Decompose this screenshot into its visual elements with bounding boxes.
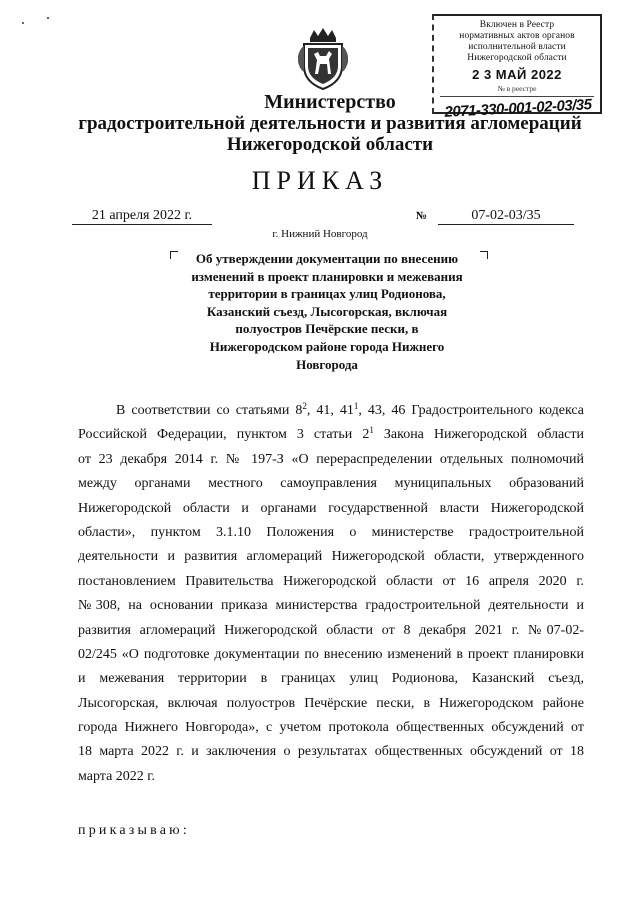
ministry-name — [40, 92, 620, 155]
ministry-line: Нижегородской области — [226, 134, 434, 155]
body-line: Нижегородской области и органами государственной власти Нижегородской — [78, 500, 584, 516]
stamp-line: нормативных актов органов — [459, 31, 575, 41]
subject-line: полуостров Печёрские пески, в — [235, 321, 419, 337]
stamp-line: Включен в Реестр — [479, 20, 555, 30]
body-text: Закона Нижегородской области — [373, 427, 585, 443]
document-body — [78, 399, 584, 789]
body-line: №308, на основании приказа министерства градостроительной деятельности и — [78, 598, 584, 614]
body-line — [78, 423, 584, 447]
subject-line: Об утверждении документации по внесению — [195, 251, 459, 266]
body-line: между органами местного самоуправления муниципальных образований — [78, 476, 584, 492]
closing-phrase: приказываю: — [78, 823, 190, 838]
body-text: , 41, 41 — [306, 403, 354, 418]
document-city: г. Нижний Новгород — [272, 228, 368, 240]
stamp-date: 2 3 МАЙ 2022 — [472, 67, 562, 82]
superscript: 1 — [353, 401, 359, 411]
body-line: и межевания территории в границах улиц Родионова, Казанский съезд, — [78, 671, 584, 687]
document-number-label: № — [416, 210, 428, 222]
scan-speck — [47, 17, 49, 19]
body-line: области», пунктом 3.1.10 Положения о министерстве градостроительной — [78, 524, 584, 540]
document-number: 07-02-03/35 — [438, 207, 574, 225]
subject-line: Нижегородском районе города Нижнего — [209, 338, 445, 354]
body-line: от 23 декабря 2014 г. № 197-З «О перераспределении отдельных полномочий — [78, 451, 584, 467]
ministry-line: Министерство — [264, 91, 396, 113]
subject-line: изменений в проект планировки и межевания — [191, 268, 463, 284]
body-line — [78, 399, 584, 423]
stamp-line: Нижегородской области — [467, 53, 567, 63]
document-type: ПРИКАЗ — [251, 166, 389, 195]
superscript: 2 — [302, 401, 307, 411]
subject-line: Казанский съезд, Лысогорская, включая — [206, 303, 448, 319]
document-subject — [168, 250, 486, 373]
stamp-registry-number: 2071-330-001-02-03/35 — [444, 96, 592, 121]
body-text: В соответствии со статьями 8 — [116, 403, 303, 418]
body-text: , 43, 46 Градостроительного кодекса — [358, 403, 584, 418]
body-line: 18 марта 2022 г. и заключения о результатах общественных обсуждений от 18 — [78, 744, 584, 760]
coat-of-arms-icon — [296, 26, 350, 92]
body-line: Лысогорская, включая полуостров Печёрские пески, в Нижегородском районе — [78, 695, 584, 711]
scan-speck — [22, 22, 24, 24]
body-text: Российской Федерации, пунктом 3 статьи 2 — [78, 427, 370, 443]
body-line: 02/245 «О подготовке документации по внесению изменений в проект планировки — [78, 646, 584, 662]
body-line: деятельности и развития агломераций Нижегородской области, утвержденного — [78, 549, 584, 565]
ministry-line: градостроительной деятельности и развития агломераций — [78, 113, 582, 134]
superscript: 1 — [369, 425, 374, 436]
body-line: города Нижнего Новгорода», с учетом протокола общественных обсуждений от — [78, 720, 584, 736]
body-line: развития агломераций Нижегородской области от 8 декабря 2021 г. №07-02- — [78, 622, 584, 638]
document-date: 21 апреля 2022 г. — [72, 207, 212, 225]
stamp-line: исполнительной власти — [468, 42, 566, 52]
stamp-registry-label: № в реестре — [497, 84, 537, 93]
subject-line: территории в границах улиц Родионова, — [208, 286, 446, 302]
body-line: марта 2022 г. — [78, 768, 155, 784]
subject-line: Новгорода — [296, 356, 358, 372]
body-line: постановлением Правительства Нижегородской области от 16 апреля 2020 г. — [78, 573, 584, 589]
